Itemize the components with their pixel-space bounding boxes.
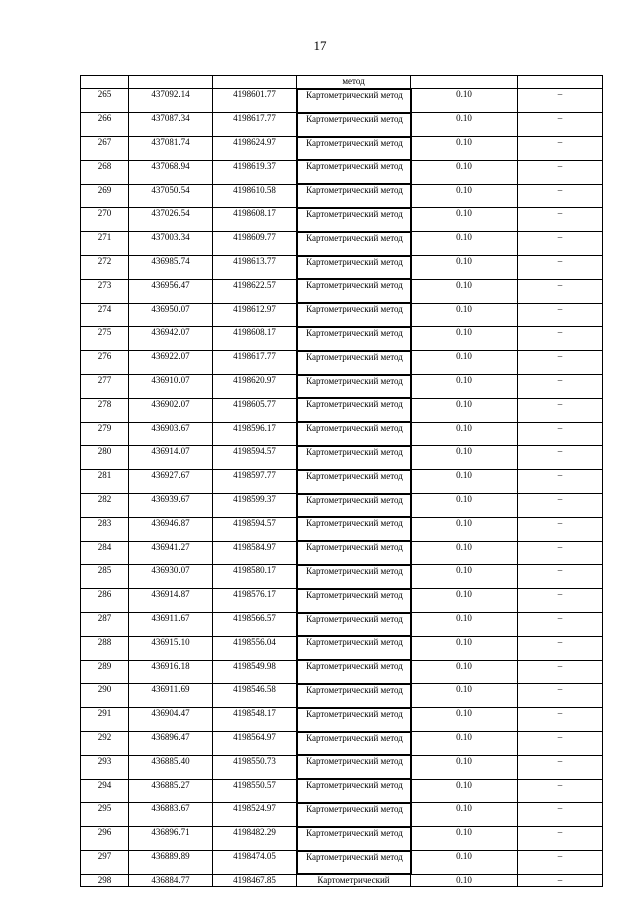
cell-x: 436896.47 [129,732,213,756]
cell-precision: 0.10 [411,303,518,327]
cell-y: 4198601.77 [213,89,297,113]
cell-note: – [518,446,603,470]
cell-method: Картометрический метод [297,446,412,470]
table-row [81,422,603,446]
cell-number: 265 [81,89,129,113]
table-row [81,755,603,779]
cell-note: – [518,636,603,660]
cell-precision: 0.10 [411,256,518,280]
cell-method: Картометрический метод [297,803,412,827]
cell-number: 272 [81,256,129,280]
cell-method: Картометрический метод [297,256,412,280]
cell-method: Картометрический метод [297,184,412,208]
table-row [81,684,603,708]
table-row [81,89,603,113]
cell-precision: 0.10 [411,160,518,184]
table-row [81,470,603,494]
cell-y: 4198594.57 [213,446,297,470]
cell-method: Картометрический метод [297,636,412,660]
cell-method: Картометрический метод [297,113,412,137]
cell-precision: 0.10 [411,208,518,232]
cell-number: 284 [81,541,129,565]
table-row [81,827,603,851]
cell-y: 4198624.97 [213,137,297,161]
cell-x: 436903.67 [129,422,213,446]
cell-x: 436915.10 [129,636,213,660]
cell-method: Картометрический метод [297,589,412,613]
cell-precision: 0.10 [411,446,518,470]
cell-x: 436914.87 [129,589,213,613]
cell-note: – [518,708,603,732]
cell-x: 436911.67 [129,613,213,637]
cell-x: 437081.74 [129,137,213,161]
cell-method: Картометрический метод [297,779,412,803]
table-row [81,208,603,232]
cell-method: Картометрический метод [297,137,412,161]
cell-x: 436939.67 [129,494,213,518]
cell-note: – [518,494,603,518]
cell-note: – [518,684,603,708]
cell-number: 286 [81,589,129,613]
cell-precision: 0.10 [411,232,518,256]
cell-note: – [518,256,603,280]
cell-x: 436916.18 [129,660,213,684]
cell-y: 4198608.17 [213,327,297,351]
table-row [81,613,603,637]
cell-number: 292 [81,732,129,756]
cell-precision: 0.10 [411,755,518,779]
cell-x: 436910.07 [129,375,213,399]
cell-note: – [518,398,603,422]
table-row [81,589,603,613]
table-row [81,375,603,399]
cell-note: – [518,422,603,446]
table-row [81,803,603,827]
page-number: 17 [313,38,327,53]
cell-y: 4198610.58 [213,184,297,208]
cell-y: 4198619.37 [213,160,297,184]
cell-note: – [518,779,603,803]
table-row [81,517,603,541]
cell-x: 436884.77 [129,875,213,887]
table-row [81,541,603,565]
cell-number: 296 [81,827,129,851]
cell-method: Картометрический метод [297,613,412,637]
cell-number: 279 [81,422,129,446]
cell-number: 295 [81,803,129,827]
cell-note: – [518,613,603,637]
cell-x: 436896.71 [129,827,213,851]
cell-y: 4198576.17 [213,589,297,613]
table-row [81,137,603,161]
cell-note: – [518,660,603,684]
cell-y: 4198622.57 [213,279,297,303]
cell-number: 290 [81,684,129,708]
cell-note: – [518,565,603,589]
cell-x: 436885.27 [129,779,213,803]
cell-y: 4198584.97 [213,541,297,565]
cell-y: 4198550.73 [213,755,297,779]
cell-note: – [518,351,603,375]
cell-note: – [518,517,603,541]
cell-note: – [518,589,603,613]
cell-method: Картометрический метод [297,208,412,232]
table-row [81,851,603,875]
cell-note: – [518,160,603,184]
cell-number: 269 [81,184,129,208]
cell-note: – [518,184,603,208]
cell-method: Картометрический метод [297,708,412,732]
cell-number: 271 [81,232,129,256]
coordinates-table [80,75,603,887]
cell-precision: 0.10 [411,875,518,887]
cell-precision: 0.10 [411,494,518,518]
cell-precision: 0.10 [411,327,518,351]
table-row [81,779,603,803]
table-row [81,351,603,375]
cell-note: – [518,113,603,137]
cell-x: 436911.69 [129,684,213,708]
cell-precision: 0.10 [411,684,518,708]
table-row [81,113,603,137]
cell-number: 267 [81,137,129,161]
table-row [81,303,603,327]
cell-note: – [518,303,603,327]
cell-method: Картометрический метод [297,327,412,351]
table-row [81,446,603,470]
cell-y: 4198566.57 [213,613,297,637]
cell-method: Картометрический метод [297,351,412,375]
cell-method: Картометрический метод [297,684,412,708]
cell-y: 4198556.04 [213,636,297,660]
cell-y: 4198467.85 [213,875,297,887]
cell-number: 298 [81,875,129,887]
table-row [81,660,603,684]
cell-y: 4198546.58 [213,684,297,708]
cell-precision: 0.10 [411,613,518,637]
cell-x: 437026.54 [129,208,213,232]
cell-method: Картометрический метод [297,279,412,303]
cell-x: 437050.54 [129,184,213,208]
cell-method: Картометрический метод [297,232,412,256]
cell-method: Картометрический метод [297,303,412,327]
cell-x: 436941.27 [129,541,213,565]
cell-note: – [518,89,603,113]
cell-note [518,76,603,89]
cell-note: – [518,208,603,232]
cell-note: – [518,232,603,256]
cell-method: Картометрический метод [297,541,412,565]
cell-number: 285 [81,565,129,589]
cell-y [213,76,297,89]
cell-precision: 0.10 [411,589,518,613]
table-row [81,494,603,518]
cell-note: – [518,827,603,851]
cell-method: Картометрический метод [297,375,412,399]
cell-x: 436985.74 [129,256,213,280]
cell-method: Картометрический метод [297,851,412,875]
cell-y: 4198524.97 [213,803,297,827]
cell-number: 270 [81,208,129,232]
cell-precision: 0.10 [411,470,518,494]
cell-precision [411,76,518,89]
cell-method: Картометрический метод [297,660,412,684]
cell-number: 282 [81,494,129,518]
table-row [81,160,603,184]
cell-precision: 0.10 [411,375,518,399]
cell-method: Картометрический метод [297,89,412,113]
cell-note: – [518,732,603,756]
table-row [81,279,603,303]
cell-y: 4198548.17 [213,708,297,732]
cell-precision: 0.10 [411,708,518,732]
cell-x: 437068.94 [129,160,213,184]
cell-x: 436883.67 [129,803,213,827]
cell-y: 4198580.17 [213,565,297,589]
cell-precision: 0.10 [411,565,518,589]
cell-x: 436904.47 [129,708,213,732]
cell-number: 273 [81,279,129,303]
cell-note: – [518,327,603,351]
cell-note: – [518,137,603,161]
table-row [81,565,603,589]
cell-x: 436914.07 [129,446,213,470]
cell-x: 436885.40 [129,755,213,779]
cell-y: 4198613.77 [213,256,297,280]
cell-precision: 0.10 [411,541,518,565]
cell-x [129,76,213,89]
cell-number: 287 [81,613,129,637]
cell-precision: 0.10 [411,803,518,827]
cell-note: – [518,470,603,494]
cell-method: Картометрический метод [297,755,412,779]
cell-method: метод [297,76,411,89]
cell-precision: 0.10 [411,137,518,161]
cell-method: Картометрический метод [297,494,412,518]
cell-method: Картометрический метод [297,422,412,446]
cell-y: 4198617.77 [213,113,297,137]
cell-method: Картометрический метод [297,160,412,184]
cell-precision: 0.10 [411,636,518,660]
cell-y: 4198599.37 [213,494,297,518]
cell-precision: 0.10 [411,279,518,303]
cell-precision: 0.10 [411,89,518,113]
cell-precision: 0.10 [411,851,518,875]
cell-x: 436956.47 [129,279,213,303]
cell-method: Картометрический метод [297,827,412,851]
continuation-row [81,76,603,89]
cell-method: Картометрический метод [297,517,412,541]
cell-y: 4198597.77 [213,470,297,494]
cell-method: Картометрический метод [297,732,412,756]
cell-precision: 0.10 [411,732,518,756]
cell-precision: 0.10 [411,779,518,803]
cell-note: – [518,541,603,565]
cell-y: 4198482.29 [213,827,297,851]
cell-number: 294 [81,779,129,803]
cell-number: 297 [81,851,129,875]
cell-number: 280 [81,446,129,470]
cell-number: 283 [81,517,129,541]
cell-number: 281 [81,470,129,494]
cell-precision: 0.10 [411,113,518,137]
cell-precision: 0.10 [411,827,518,851]
cell-note: – [518,375,603,399]
cell-x: 436922.07 [129,351,213,375]
cell-y: 4198550.57 [213,779,297,803]
cell-number: 293 [81,755,129,779]
cell-number: 276 [81,351,129,375]
table-row [81,184,603,208]
cell-note: – [518,279,603,303]
cell-method: Картометрический метод [297,398,412,422]
cell-y: 4198594.57 [213,517,297,541]
cell-number: 278 [81,398,129,422]
cell-method: Картометрический метод [297,470,412,494]
cell-y: 4198605.77 [213,398,297,422]
cell-method: Картометрический метод [297,565,412,589]
cell-number: 274 [81,303,129,327]
cell-precision: 0.10 [411,351,518,375]
table-row [81,256,603,280]
cell-x: 436889.89 [129,851,213,875]
table-row [81,398,603,422]
cell-x: 436942.07 [129,327,213,351]
cell-y: 4198564.97 [213,732,297,756]
cell-y: 4198609.77 [213,232,297,256]
cell-x: 436927.67 [129,470,213,494]
cell-number: 268 [81,160,129,184]
cell-x: 436946.87 [129,517,213,541]
cell-number [81,76,129,89]
coordinates-table-body [81,76,603,887]
cell-number: 288 [81,636,129,660]
cell-note: – [518,755,603,779]
cell-note: – [518,851,603,875]
cell-y: 4198612.97 [213,303,297,327]
cell-y: 4198620.97 [213,375,297,399]
cell-y: 4198617.77 [213,351,297,375]
cell-number: 289 [81,660,129,684]
cell-number: 291 [81,708,129,732]
table-row [81,708,603,732]
cell-x: 436950.07 [129,303,213,327]
cell-precision: 0.10 [411,422,518,446]
cell-y: 4198596.17 [213,422,297,446]
cell-precision: 0.10 [411,184,518,208]
cell-y: 4198608.17 [213,208,297,232]
table-row [81,327,603,351]
cell-x: 437092.14 [129,89,213,113]
table-row [81,636,603,660]
cell-precision: 0.10 [411,517,518,541]
cell-precision: 0.10 [411,398,518,422]
cell-x: 437003.34 [129,232,213,256]
cell-note: – [518,803,603,827]
cell-precision: 0.10 [411,660,518,684]
cell-number: 277 [81,375,129,399]
cell-x: 436902.07 [129,398,213,422]
cell-number: 266 [81,113,129,137]
table-row [81,875,603,887]
table-row [81,732,603,756]
cell-number: 275 [81,327,129,351]
cell-method: Картометрический [297,875,411,887]
cell-note: – [518,875,603,887]
table-row [81,232,603,256]
cell-x: 437087.34 [129,113,213,137]
cell-y: 4198474.05 [213,851,297,875]
cell-x: 436930.07 [129,565,213,589]
cell-y: 4198549.98 [213,660,297,684]
